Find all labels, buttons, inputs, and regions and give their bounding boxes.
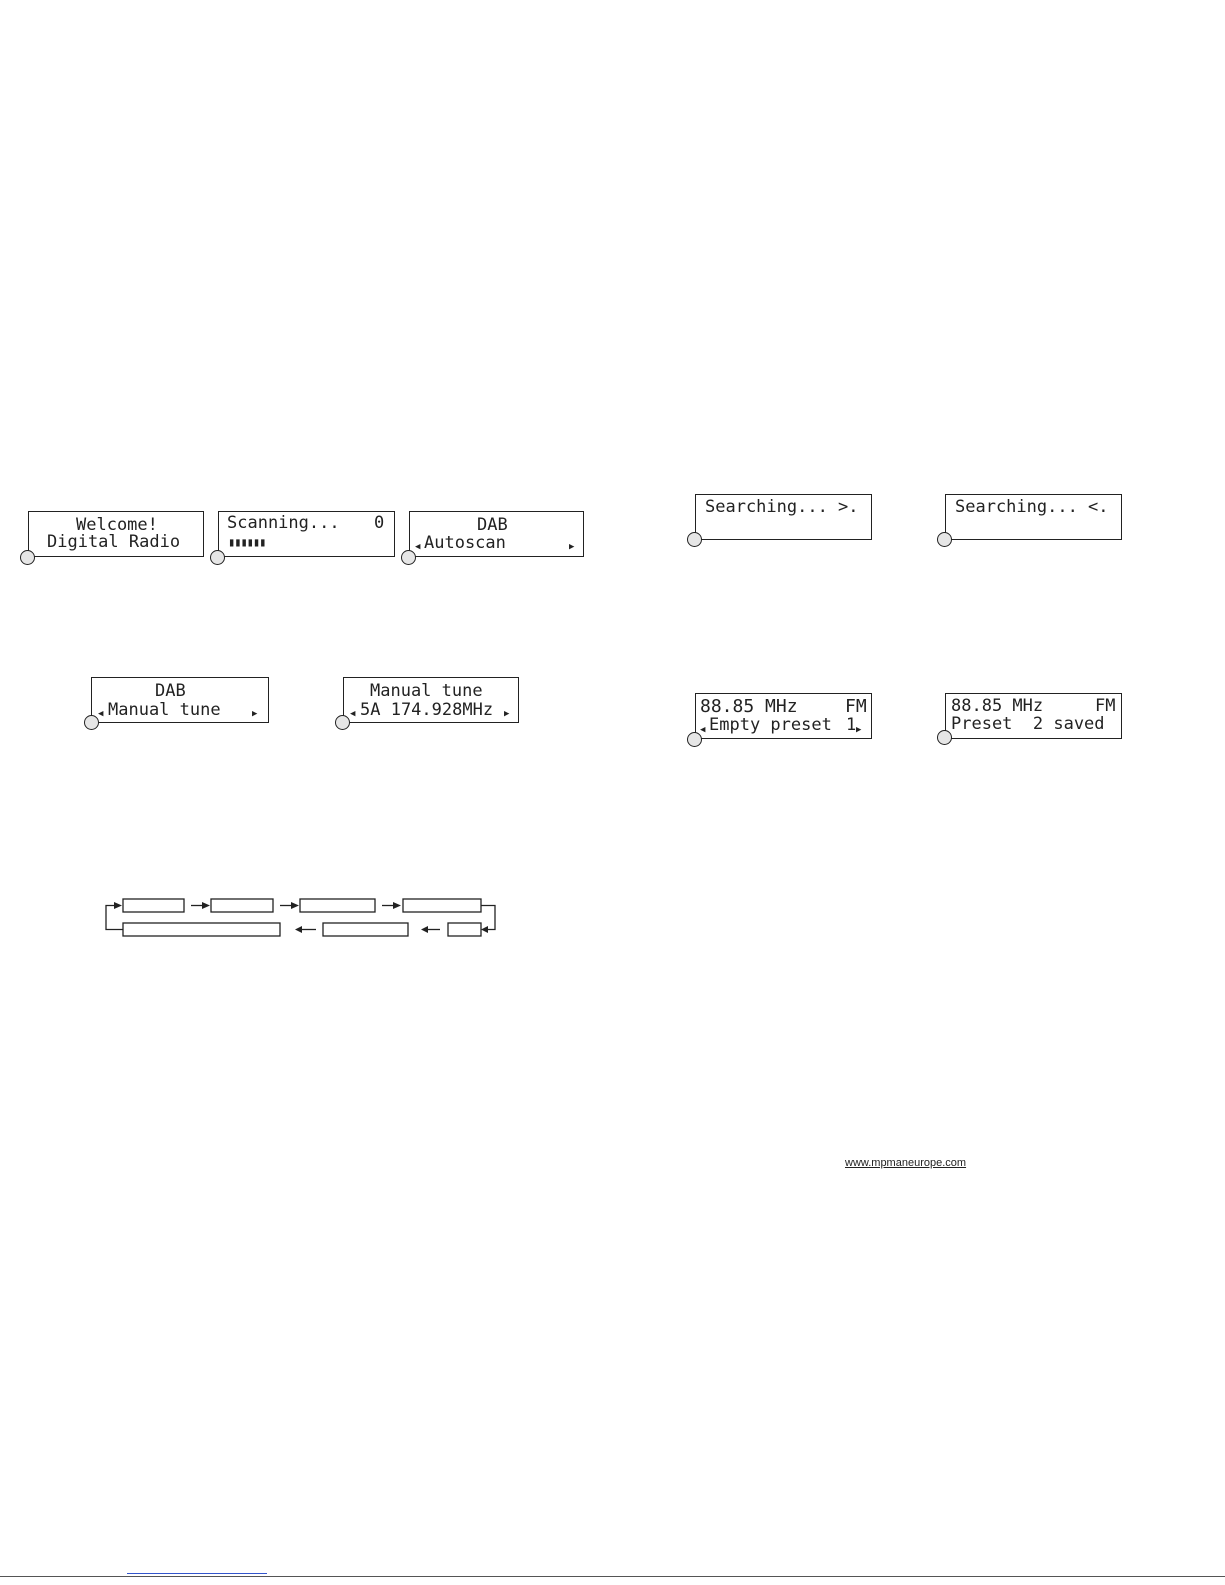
flow-box [448, 923, 481, 936]
preset-number: 1 [846, 715, 857, 735]
flow-box [123, 899, 184, 912]
lcd-fm-empty-preset [695, 693, 872, 739]
lcd-line-2: Empty preset [709, 715, 832, 735]
flow-arrow-icon [114, 902, 122, 909]
flow-box [403, 899, 481, 912]
lcd-line-2: Preset 2 saved [951, 714, 1105, 734]
flow-box [211, 899, 273, 912]
lcd-line-1: Manual tune [370, 681, 483, 701]
fm-frequency: 88.85 MHz [700, 696, 798, 717]
left-arrow-icon: ◀ [350, 709, 356, 719]
lcd-line-1: Welcome! [76, 515, 158, 535]
flow-arrow-icon [291, 902, 299, 909]
left-arrow-icon: ◀ [415, 542, 421, 552]
lcd-line-2: Autoscan [424, 533, 506, 553]
lcd-line-1: Searching... >. [705, 497, 859, 517]
flow-arrow-icon [295, 926, 302, 933]
lcd-line-1: Scanning... [227, 513, 340, 533]
flow-box [300, 899, 375, 912]
page-bottom-rule [0, 1576, 1225, 1577]
right-arrow-icon: ▶ [856, 725, 862, 735]
right-arrow-icon: ▶ [569, 542, 575, 552]
flow-arrow-icon [421, 926, 428, 933]
step-bullet [937, 532, 952, 547]
lcd-line-2: Manual tune [108, 700, 221, 720]
lcd-line-1: DAB [155, 681, 186, 701]
flow-box [123, 923, 280, 936]
scan-progress: ▮▮▮▮▮▮ [228, 535, 266, 549]
lcd-search-up [695, 494, 872, 540]
lcd-fm-preset-saved [945, 693, 1122, 739]
fm-band: FM [845, 696, 867, 717]
step-bullet [687, 532, 702, 547]
blue-link-underline [127, 1573, 267, 1574]
website-link[interactable]: www.mpmaneurope.com [845, 1157, 967, 1169]
right-arrow-icon: ▶ [504, 709, 510, 719]
left-arrow-icon: ◀ [98, 709, 104, 719]
flow-arrow-icon [393, 902, 401, 909]
right-arrow-icon: ▶ [252, 709, 258, 719]
flow-arrow-icon [202, 902, 210, 909]
fm-band: FM [1095, 696, 1116, 716]
left-arrow-icon: ◀ [700, 725, 706, 735]
lcd-line-1: DAB [477, 515, 508, 535]
step-bullet [937, 730, 952, 745]
lcd-line-2: Digital Radio [47, 532, 181, 552]
step-bullet [687, 732, 702, 747]
flow-arrow-icon [481, 926, 488, 933]
flow-box [323, 923, 408, 936]
fm-frequency: 88.85 MHz [951, 696, 1044, 716]
lcd-line-2: 5A 174.928MHz [360, 700, 494, 720]
lcd-line-1: Searching... <. [955, 497, 1109, 517]
lcd-search-down [945, 494, 1122, 540]
scan-count: 0 [374, 513, 385, 533]
